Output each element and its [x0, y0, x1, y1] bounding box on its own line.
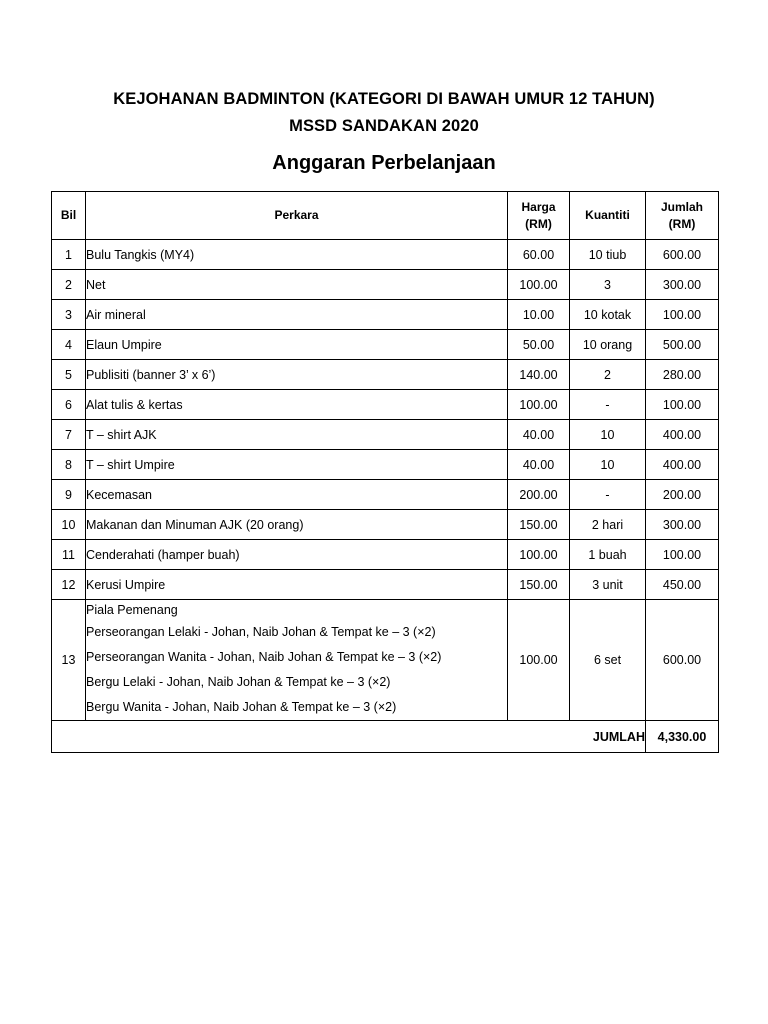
cell-harga: 50.00: [508, 330, 570, 360]
cell-bil: 13: [52, 600, 86, 721]
table-row: [52, 450, 719, 480]
cell-perkara: Alat tulis & kertas: [86, 390, 508, 420]
budget-table: [51, 191, 719, 753]
cell-harga: 100.00: [508, 540, 570, 570]
document-title-line2: MSSD SANDAKAN 2020: [289, 117, 479, 135]
table-row-trophies: [52, 600, 719, 721]
table-row: [52, 510, 719, 540]
cell-bil: 3: [52, 300, 86, 330]
header-kuantiti: Kuantiti: [570, 192, 646, 240]
cell-kuantiti: 2: [570, 360, 646, 390]
cell-jumlah: 300.00: [646, 270, 719, 300]
cell-jumlah: 100.00: [646, 390, 719, 420]
cell-perkara: T – shirt Umpire: [86, 450, 508, 480]
cell-perkara-multiline: [86, 600, 508, 721]
document-title: KEJOHANAN BADMINTON (KATEGORI DI BAWAH UMUR 12 TAHUN): [113, 90, 655, 108]
cell-bil: 8: [52, 450, 86, 480]
cell-harga: 150.00: [508, 510, 570, 540]
cell-perkara: Bulu Tangkis (MY4): [86, 240, 508, 270]
cell-kuantiti: 10 orang: [570, 330, 646, 360]
cell-bil: 9: [52, 480, 86, 510]
cell-kuantiti: 10: [570, 450, 646, 480]
cell-harga: 60.00: [508, 240, 570, 270]
table-total-row: [52, 721, 719, 753]
cell-jumlah: 400.00: [646, 420, 719, 450]
total-value: 4,330.00: [646, 721, 719, 753]
cell-perkara: Kecemasan: [86, 480, 508, 510]
cell-bil: 6: [52, 390, 86, 420]
cell-jumlah: 500.00: [646, 330, 719, 360]
cell-perkara: Air mineral: [86, 300, 508, 330]
table-row: [52, 390, 719, 420]
table-row: [52, 300, 719, 330]
header-jumlah-line1: Jumlah: [660, 199, 703, 214]
cell-bil: 12: [52, 570, 86, 600]
perkara-line: Perseorangan Wanita - Johan, Naib Johan & Tempat ke – 3 (×2): [86, 650, 442, 664]
cell-harga: 150.00: [508, 570, 570, 600]
table-row: [52, 270, 719, 300]
cell-perkara: Cenderahati (hamper buah): [86, 540, 508, 570]
document-subtitle: Anggaran Perbelanjaan: [272, 152, 496, 174]
header-harga: [508, 192, 570, 240]
perkara-line: Bergu Lelaki - Johan, Naib Johan & Tempat ke – 3 (×2): [86, 675, 391, 689]
header-harga-line2: (RM): [525, 216, 552, 231]
perkara-line: Perseorangan Lelaki - Johan, Naib Johan & Tempat ke – 3 (×2): [86, 625, 436, 639]
cell-kuantiti: -: [570, 390, 646, 420]
table-header-row: [52, 192, 719, 240]
cell-jumlah: 280.00: [646, 360, 719, 390]
cell-kuantiti: 10 kotak: [570, 300, 646, 330]
cell-kuantiti: 10 tiub: [570, 240, 646, 270]
cell-bil: 11: [52, 540, 86, 570]
cell-kuantiti: 3 unit: [570, 570, 646, 600]
cell-kuantiti: 3: [570, 270, 646, 300]
table-row: [52, 240, 719, 270]
cell-jumlah: 600.00: [646, 240, 719, 270]
cell-bil: 5: [52, 360, 86, 390]
cell-bil: 4: [52, 330, 86, 360]
cell-perkara: Net: [86, 270, 508, 300]
cell-bil: 10: [52, 510, 86, 540]
cell-bil: 2: [52, 270, 86, 300]
cell-perkara: Kerusi Umpire: [86, 570, 508, 600]
header-jumlah: [646, 192, 719, 240]
cell-kuantiti: 1 buah: [570, 540, 646, 570]
cell-perkara: T – shirt AJK: [86, 420, 508, 450]
table-row: [52, 540, 719, 570]
perkara-line: Bergu Wanita - Johan, Naib Johan & Tempat ke – 3 (×2): [86, 700, 397, 714]
header-harga-line1: Harga: [521, 199, 556, 214]
cell-bil: 7: [52, 420, 86, 450]
header-perkara: Perkara: [86, 192, 508, 240]
cell-harga: 10.00: [508, 300, 570, 330]
cell-jumlah: 100.00: [646, 540, 719, 570]
table-row: [52, 570, 719, 600]
cell-jumlah: 400.00: [646, 450, 719, 480]
cell-jumlah: 300.00: [646, 510, 719, 540]
table-row: [52, 420, 719, 450]
cell-perkara: Elaun Umpire: [86, 330, 508, 360]
cell-kuantiti: 6 set: [570, 600, 646, 721]
cell-kuantiti: 2 hari: [570, 510, 646, 540]
header-jumlah-line2: (RM): [668, 216, 696, 231]
cell-jumlah: 600.00: [646, 600, 719, 721]
table-row: [52, 330, 719, 360]
cell-kuantiti: 10: [570, 420, 646, 450]
table-row: [52, 480, 719, 510]
cell-harga: 100.00: [508, 390, 570, 420]
cell-harga: 100.00: [508, 270, 570, 300]
cell-perkara: Makanan dan Minuman AJK (20 orang): [86, 510, 508, 540]
cell-harga: 200.00: [508, 480, 570, 510]
cell-harga: 140.00: [508, 360, 570, 390]
cell-perkara: Publisiti (banner 3’ x 6’): [86, 360, 508, 390]
total-label: JUMLAH: [52, 721, 646, 753]
cell-jumlah: 200.00: [646, 480, 719, 510]
cell-jumlah: 100.00: [646, 300, 719, 330]
cell-jumlah: 450.00: [646, 570, 719, 600]
cell-harga: 40.00: [508, 420, 570, 450]
cell-bil: 1: [52, 240, 86, 270]
cell-kuantiti: -: [570, 480, 646, 510]
perkara-line: Piala Pemenang: [86, 603, 178, 617]
header-bil: Bil: [52, 192, 86, 240]
cell-harga: 100.00: [508, 600, 570, 721]
cell-harga: 40.00: [508, 450, 570, 480]
table-row: [52, 360, 719, 390]
